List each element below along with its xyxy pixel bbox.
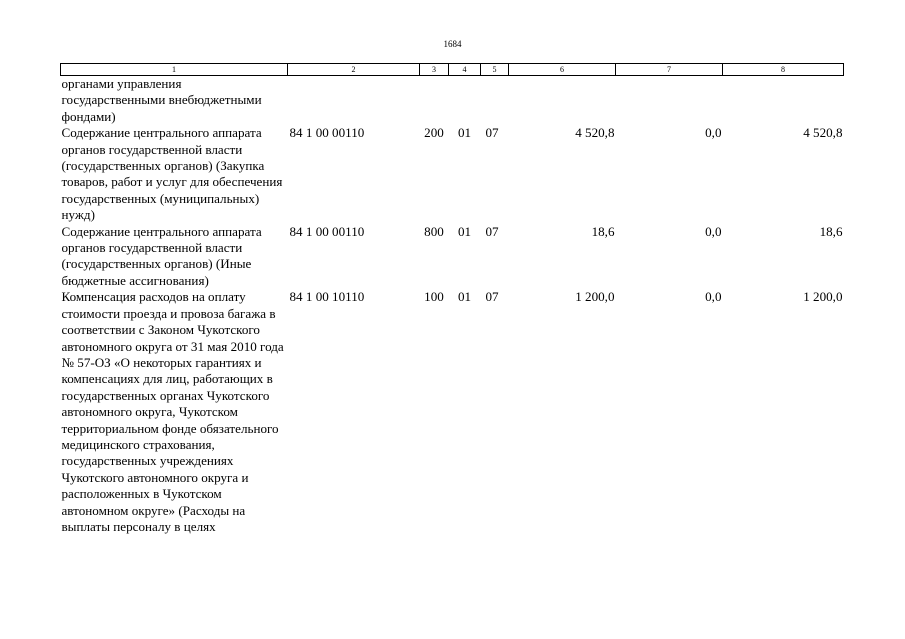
row-rz: 01 bbox=[457, 223, 472, 239]
row-rz: 01 bbox=[457, 289, 472, 305]
table-row bbox=[61, 76, 844, 126]
column-header: 7 bbox=[616, 64, 723, 76]
row-col8: 4 520,8 bbox=[803, 125, 843, 141]
header-row bbox=[61, 64, 844, 76]
row-col6: 1 200,0 bbox=[575, 289, 615, 305]
page-number: 1684 bbox=[443, 39, 462, 49]
table-row bbox=[61, 125, 844, 223]
row-name: Содержание центрального аппарата органов государственной власти (государственных органов) (Закупка товаров, работ и услуг для обеспечения государственных (муниципальных) нужд) bbox=[61, 125, 283, 223]
row-pr: 07 bbox=[485, 125, 499, 141]
row-name: Компенсация расходов на оплату стоимости проезда и провоза багажа в соответствии с Законом Чукотского автономного округа от 31 мая 2010 года № 57-ОЗ «О некоторых гарантиях и компенсациях для лиц, работающих в государственных органах Чукотского автономного округа, Чукотском территориальном фонде обязательного медицинского страхования, государственных учреждениях Чукотского автономного округа и расположенных в Чукотском автономном округе» (Расходы на выплаты персоналу в целях bbox=[61, 289, 284, 534]
row-vr: 100 bbox=[424, 289, 444, 305]
row-col6: 4 520,8 bbox=[575, 125, 615, 141]
row-code: 84 1 00 00110 bbox=[289, 223, 365, 239]
budget-table bbox=[60, 63, 844, 535]
row-col8: 1 200,0 bbox=[803, 289, 843, 305]
row-col7 bbox=[616, 76, 723, 126]
row-vr bbox=[420, 76, 449, 126]
row-pr bbox=[481, 76, 509, 126]
row-name: Содержание центрального аппарата органов государственной власти (государственных органов) (Иные бюджетные ассигнования) bbox=[61, 223, 262, 288]
row-col7: 0,0 bbox=[705, 223, 722, 239]
row-vr: 200 bbox=[424, 125, 444, 141]
column-header: 1 bbox=[61, 64, 288, 76]
row-col8 bbox=[723, 76, 844, 126]
column-header: 6 bbox=[509, 64, 616, 76]
table-row bbox=[61, 224, 844, 290]
row-pr: 07 bbox=[485, 289, 499, 305]
column-header: 2 bbox=[288, 64, 420, 76]
column-header: 4 bbox=[449, 64, 481, 76]
row-rz bbox=[449, 76, 481, 126]
row-vr: 800 bbox=[424, 223, 444, 239]
row-rz: 01 bbox=[457, 125, 472, 141]
row-col6 bbox=[509, 76, 616, 126]
row-code: 84 1 00 10110 bbox=[289, 289, 365, 305]
row-col7: 0,0 bbox=[705, 289, 722, 305]
column-header: 3 bbox=[420, 64, 449, 76]
row-code: 84 1 00 00110 bbox=[289, 125, 365, 141]
row-col7: 0,0 bbox=[705, 125, 722, 141]
table-row bbox=[61, 289, 844, 535]
row-code bbox=[288, 76, 420, 126]
row-col8: 18,6 bbox=[819, 223, 843, 239]
row-name: органами управления государственными внебюджетными фондами) bbox=[61, 76, 262, 124]
row-pr: 07 bbox=[485, 223, 499, 239]
column-header: 5 bbox=[481, 64, 509, 76]
column-header: 8 bbox=[723, 64, 844, 76]
row-col6: 18,6 bbox=[591, 223, 615, 239]
